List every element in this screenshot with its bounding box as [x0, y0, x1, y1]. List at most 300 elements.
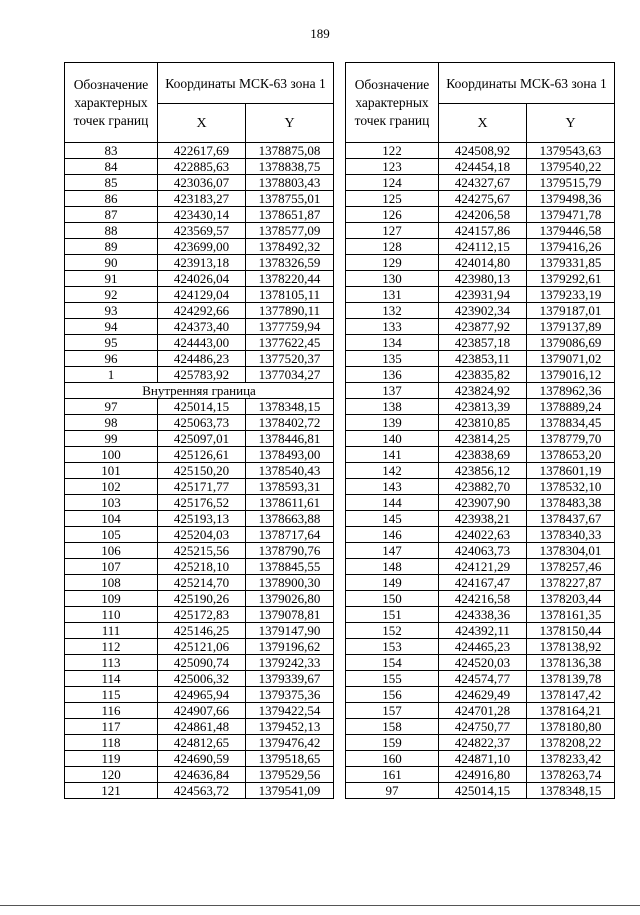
table-row [346, 655, 615, 671]
y-coordinate-cell: 1377034,27 [246, 367, 334, 383]
x-coordinate-cell: 424574,77 [439, 671, 527, 687]
table-row [346, 591, 615, 607]
y-coordinate-cell: 1378340,33 [527, 527, 615, 543]
point-id-cell: 117 [65, 719, 158, 735]
y-coordinate-cell: 1379137,89 [527, 319, 615, 335]
table-row [346, 223, 615, 239]
table-row [65, 335, 334, 351]
point-id-cell: 118 [65, 735, 158, 751]
point-id-cell: 132 [346, 303, 439, 319]
table-row [346, 415, 615, 431]
x-coordinate-cell: 424750,77 [439, 719, 527, 735]
point-id-cell: 141 [346, 447, 439, 463]
point-id-cell: 113 [65, 655, 158, 671]
table-row [346, 463, 615, 479]
table-row [65, 399, 334, 415]
x-coordinate-cell: 425193,13 [158, 511, 246, 527]
x-coordinate-cell: 423824,92 [439, 383, 527, 399]
x-coordinate-cell: 423856,12 [439, 463, 527, 479]
y-coordinate-cell: 1378402,72 [246, 415, 334, 431]
table-row [65, 527, 334, 543]
point-id-cell: 116 [65, 703, 158, 719]
coordinates-body-right [346, 143, 615, 799]
x-coordinate-cell: 424520,03 [439, 655, 527, 671]
table-row [346, 735, 615, 751]
table-row [346, 479, 615, 495]
y-coordinate-cell: 1378208,22 [527, 735, 615, 751]
y-coordinate-cell: 1378834,45 [527, 415, 615, 431]
table-row [65, 463, 334, 479]
x-coordinate-cell: 425190,26 [158, 591, 246, 607]
point-id-cell: 146 [346, 527, 439, 543]
x-coordinate-cell: 424965,94 [158, 687, 246, 703]
table-row [346, 271, 615, 287]
point-id-cell: 115 [65, 687, 158, 703]
x-coordinate-cell: 425006,32 [158, 671, 246, 687]
x-coordinate-cell: 425014,15 [439, 783, 527, 799]
table-row [346, 255, 615, 271]
coordinates-table-left [64, 62, 334, 799]
table-row [65, 575, 334, 591]
y-coordinate-cell: 1378227,87 [527, 575, 615, 591]
x-coordinate-cell: 425215,56 [158, 543, 246, 559]
table-row [65, 255, 334, 271]
table-row [346, 703, 615, 719]
y-coordinate-cell: 1378779,70 [527, 431, 615, 447]
x-coordinate-cell: 424636,84 [158, 767, 246, 783]
table-row [65, 591, 334, 607]
point-id-cell: 122 [346, 143, 439, 159]
point-id-cell: 156 [346, 687, 439, 703]
x-coordinate-cell: 425063,73 [158, 415, 246, 431]
table-row [65, 159, 334, 175]
x-coordinate-cell: 424392,11 [439, 623, 527, 639]
point-id-cell: 135 [346, 351, 439, 367]
table-row [346, 175, 615, 191]
point-id-cell: 159 [346, 735, 439, 751]
x-coordinate-cell: 424292,66 [158, 303, 246, 319]
table-row [346, 543, 615, 559]
point-id-cell: 102 [65, 479, 158, 495]
coordinates-table-right [345, 62, 615, 799]
x-coordinate-cell: 424112,15 [439, 239, 527, 255]
y-coordinate-cell: 1377759,94 [246, 319, 334, 335]
y-coordinate-cell: 1379422,54 [246, 703, 334, 719]
x-coordinate-cell: 425090,74 [158, 655, 246, 671]
y-coordinate-cell: 1379529,56 [246, 767, 334, 783]
point-id-cell: 137 [346, 383, 439, 399]
table-row [346, 751, 615, 767]
y-coordinate-cell: 1378348,15 [527, 783, 615, 799]
table-row [65, 479, 334, 495]
y-coordinate-cell: 1378161,35 [527, 607, 615, 623]
x-coordinate-cell: 424508,92 [439, 143, 527, 159]
x-coordinate-cell: 423835,82 [439, 367, 527, 383]
y-coordinate-cell: 1379540,22 [527, 159, 615, 175]
table-row [65, 239, 334, 255]
x-coordinate-cell: 424373,40 [158, 319, 246, 335]
y-coordinate-cell: 1378492,32 [246, 239, 334, 255]
y-coordinate-cell: 1379016,12 [527, 367, 615, 383]
bottom-rule [0, 905, 640, 906]
y-coordinate-cell: 1378875,08 [246, 143, 334, 159]
page-number: 189 [310, 26, 330, 41]
x-coordinate-cell: 424822,37 [439, 735, 527, 751]
x-coordinate-cell: 424812,65 [158, 735, 246, 751]
x-coordinate-cell: 423569,57 [158, 223, 246, 239]
table-row [65, 751, 334, 767]
table-row [346, 447, 615, 463]
y-coordinate-cell: 1377520,37 [246, 351, 334, 367]
table-row [65, 735, 334, 751]
point-id-cell: 128 [346, 239, 439, 255]
x-coordinate-cell: 423882,70 [439, 479, 527, 495]
y-coordinate-cell: 1378180,80 [527, 719, 615, 735]
table-row [65, 303, 334, 319]
table-row [346, 623, 615, 639]
point-id-cell: 108 [65, 575, 158, 591]
x-coordinate-cell: 423857,18 [439, 335, 527, 351]
x-coordinate-cell: 424026,04 [158, 271, 246, 287]
point-id-cell: 97 [65, 399, 158, 415]
y-coordinate-cell: 1378663,88 [246, 511, 334, 527]
x-coordinate-cell: 423907,90 [439, 495, 527, 511]
point-id-cell: 93 [65, 303, 158, 319]
point-id-cell: 143 [346, 479, 439, 495]
table-row [65, 191, 334, 207]
y-coordinate-cell: 1378147,42 [527, 687, 615, 703]
y-coordinate-cell: 1379452,13 [246, 719, 334, 735]
y-coordinate-cell: 1379541,09 [246, 783, 334, 799]
point-id-cell: 153 [346, 639, 439, 655]
y-coordinate-cell: 1379071,02 [527, 351, 615, 367]
point-id-cell: 150 [346, 591, 439, 607]
y-coordinate-cell: 1378845,55 [246, 559, 334, 575]
y-coordinate-cell: 1379233,19 [527, 287, 615, 303]
point-id-cell: 95 [65, 335, 158, 351]
y-coordinate-cell: 1378651,87 [246, 207, 334, 223]
point-id-cell: 152 [346, 623, 439, 639]
point-id-cell: 138 [346, 399, 439, 415]
table-row [346, 239, 615, 255]
y-coordinate-cell: 1379375,36 [246, 687, 334, 703]
x-coordinate-cell: 424167,47 [439, 575, 527, 591]
x-coordinate-cell: 425783,92 [158, 367, 246, 383]
point-id-cell: 147 [346, 543, 439, 559]
y-coordinate-cell: 1378889,24 [527, 399, 615, 415]
table-row [346, 335, 615, 351]
point-id-cell: 96 [65, 351, 158, 367]
point-id-cell: 114 [65, 671, 158, 687]
table-row [65, 543, 334, 559]
y-coordinate-cell: 1378203,44 [527, 591, 615, 607]
x-coordinate-cell: 424690,59 [158, 751, 246, 767]
point-id-cell: 158 [346, 719, 439, 735]
table-row [65, 655, 334, 671]
point-id-cell: 119 [65, 751, 158, 767]
x-coordinate-cell: 424157,86 [439, 223, 527, 239]
table-row [346, 159, 615, 175]
table-row [65, 559, 334, 575]
table-row [346, 351, 615, 367]
point-id-cell: 154 [346, 655, 439, 671]
point-id-cell: 89 [65, 239, 158, 255]
y-coordinate-cell: 1378233,42 [527, 751, 615, 767]
x-coordinate-cell: 424486,23 [158, 351, 246, 367]
x-coordinate-cell: 423877,92 [439, 319, 527, 335]
table-row [65, 703, 334, 719]
table-row [346, 607, 615, 623]
x-coordinate-cell: 423036,07 [158, 175, 246, 191]
y-coordinate-cell: 1378304,01 [527, 543, 615, 559]
x-coordinate-cell: 424563,72 [158, 783, 246, 799]
point-id-cell: 121 [65, 783, 158, 799]
x-coordinate-cell: 423902,34 [439, 303, 527, 319]
point-id-cell: 157 [346, 703, 439, 719]
table-row [65, 431, 334, 447]
point-id-cell: 101 [65, 463, 158, 479]
y-coordinate-cell: 1379498,36 [527, 191, 615, 207]
table-row [65, 351, 334, 367]
x-coordinate-cell: 425097,01 [158, 431, 246, 447]
table-row [346, 527, 615, 543]
y-coordinate-cell: 1378150,44 [527, 623, 615, 639]
x-coordinate-cell: 425150,20 [158, 463, 246, 479]
designation-header: Обозначение характерных точек границ [346, 63, 439, 143]
x-coordinate-cell: 425126,61 [158, 447, 246, 463]
y-coordinate-cell: 1379242,33 [246, 655, 334, 671]
table-row [65, 367, 334, 383]
y-coordinate-cell: 1379339,67 [246, 671, 334, 687]
point-id-cell: 91 [65, 271, 158, 287]
point-id-cell: 125 [346, 191, 439, 207]
x-coordinate-cell: 423938,21 [439, 511, 527, 527]
point-id-cell: 131 [346, 287, 439, 303]
y-coordinate-cell: 1378136,38 [527, 655, 615, 671]
y-coordinate-cell: 1378611,61 [246, 495, 334, 511]
x-coordinate-cell: 423853,11 [439, 351, 527, 367]
point-id-cell: 120 [65, 767, 158, 783]
point-id-cell: 112 [65, 639, 158, 655]
x-coordinate-cell: 424443,00 [158, 335, 246, 351]
point-id-cell: 90 [65, 255, 158, 271]
point-id-cell: 103 [65, 495, 158, 511]
y-coordinate-cell: 1377890,11 [246, 303, 334, 319]
point-id-cell: 104 [65, 511, 158, 527]
point-id-cell: 92 [65, 287, 158, 303]
y-coordinate-cell: 1378593,31 [246, 479, 334, 495]
y-coordinate-cell: 1379471,78 [527, 207, 615, 223]
x-coordinate-cell: 425214,70 [158, 575, 246, 591]
y-column-header: Y [246, 104, 334, 143]
y-coordinate-cell: 1378653,20 [527, 447, 615, 463]
table-row [346, 719, 615, 735]
y-coordinate-cell: 1378263,74 [527, 767, 615, 783]
table-row [346, 495, 615, 511]
x-coordinate-cell: 424022,63 [439, 527, 527, 543]
coordinates-body-left [65, 143, 334, 799]
x-coordinate-cell: 423913,18 [158, 255, 246, 271]
y-coordinate-cell: 1379026,80 [246, 591, 334, 607]
x-coordinate-cell: 423810,85 [439, 415, 527, 431]
point-id-cell: 139 [346, 415, 439, 431]
y-coordinate-cell: 1378900,30 [246, 575, 334, 591]
y-coordinate-cell: 1378437,67 [527, 511, 615, 527]
point-id-cell: 1 [65, 367, 158, 383]
y-coordinate-cell: 1378326,59 [246, 255, 334, 271]
y-coordinate-cell: 1379078,81 [246, 607, 334, 623]
x-coordinate-cell: 424129,04 [158, 287, 246, 303]
table-row [65, 511, 334, 527]
y-coordinate-cell: 1378790,76 [246, 543, 334, 559]
coords-title-header: Координаты МСК-63 зона 1 [439, 63, 615, 104]
point-id-cell: 94 [65, 319, 158, 335]
table-row [65, 719, 334, 735]
y-coordinate-cell: 1379086,69 [527, 335, 615, 351]
y-coordinate-cell: 1378717,64 [246, 527, 334, 543]
table-row [346, 687, 615, 703]
point-id-cell: 86 [65, 191, 158, 207]
table-row [346, 383, 615, 399]
point-id-cell: 142 [346, 463, 439, 479]
point-id-cell: 148 [346, 559, 439, 575]
y-coordinate-cell: 1379187,01 [527, 303, 615, 319]
point-id-cell: 110 [65, 607, 158, 623]
x-coordinate-cell: 424121,29 [439, 559, 527, 575]
x-column-header: X [158, 104, 246, 143]
section-label: Внутренняя граница [65, 383, 334, 399]
y-coordinate-cell: 1379518,65 [246, 751, 334, 767]
point-id-cell: 100 [65, 447, 158, 463]
x-coordinate-cell: 423980,13 [439, 271, 527, 287]
y-coordinate-cell: 1378532,10 [527, 479, 615, 495]
table-row [65, 175, 334, 191]
table-row [65, 623, 334, 639]
table-row [346, 207, 615, 223]
x-coordinate-cell: 424275,67 [439, 191, 527, 207]
table-row [346, 559, 615, 575]
x-coordinate-cell: 425171,77 [158, 479, 246, 495]
y-coordinate-cell: 1378601,19 [527, 463, 615, 479]
table-row [65, 767, 334, 783]
point-id-cell: 144 [346, 495, 439, 511]
y-coordinate-cell: 1378755,01 [246, 191, 334, 207]
x-coordinate-cell: 424629,49 [439, 687, 527, 703]
table-row [346, 143, 615, 159]
coords-title-header: Координаты МСК-63 зона 1 [158, 63, 334, 104]
table-row [65, 639, 334, 655]
point-id-cell: 161 [346, 767, 439, 783]
x-coordinate-cell: 424871,10 [439, 751, 527, 767]
table-row [65, 319, 334, 335]
table-row [346, 303, 615, 319]
point-id-cell: 160 [346, 751, 439, 767]
y-coordinate-cell: 1378540,43 [246, 463, 334, 479]
point-id-cell: 98 [65, 415, 158, 431]
x-coordinate-cell: 422885,63 [158, 159, 246, 175]
x-coordinate-cell: 424063,73 [439, 543, 527, 559]
point-id-cell: 109 [65, 591, 158, 607]
point-id-cell: 84 [65, 159, 158, 175]
point-id-cell: 88 [65, 223, 158, 239]
x-coordinate-cell: 423699,00 [158, 239, 246, 255]
point-id-cell: 83 [65, 143, 158, 159]
point-id-cell: 151 [346, 607, 439, 623]
table-row [65, 607, 334, 623]
point-id-cell: 127 [346, 223, 439, 239]
y-coordinate-cell: 1378803,43 [246, 175, 334, 191]
point-id-cell: 130 [346, 271, 439, 287]
point-id-cell: 85 [65, 175, 158, 191]
designation-header: Обозначение характерных точек границ [65, 63, 158, 143]
x-coordinate-cell: 422617,69 [158, 143, 246, 159]
x-coordinate-cell: 423183,27 [158, 191, 246, 207]
x-coordinate-cell: 425172,83 [158, 607, 246, 623]
x-coordinate-cell: 424701,28 [439, 703, 527, 719]
x-coordinate-cell: 424338,36 [439, 607, 527, 623]
point-id-cell: 149 [346, 575, 439, 591]
point-id-cell: 107 [65, 559, 158, 575]
y-coordinate-cell: 1379515,79 [527, 175, 615, 191]
point-id-cell: 129 [346, 255, 439, 271]
x-coordinate-cell: 424216,58 [439, 591, 527, 607]
table-row [346, 671, 615, 687]
x-coordinate-cell: 424465,23 [439, 639, 527, 655]
table-row [346, 431, 615, 447]
point-id-cell: 106 [65, 543, 158, 559]
table-row [65, 287, 334, 303]
table-row [346, 767, 615, 783]
x-coordinate-cell: 424206,58 [439, 207, 527, 223]
table-row [65, 143, 334, 159]
point-id-cell: 87 [65, 207, 158, 223]
x-coordinate-cell: 423430,14 [158, 207, 246, 223]
y-coordinate-cell: 1378220,44 [246, 271, 334, 287]
y-coordinate-cell: 1379446,58 [527, 223, 615, 239]
y-coordinate-cell: 1379543,63 [527, 143, 615, 159]
point-id-cell: 134 [346, 335, 439, 351]
table-row [65, 495, 334, 511]
y-coordinate-cell: 1378139,78 [527, 671, 615, 687]
table-row [346, 319, 615, 335]
y-coordinate-cell: 1378105,11 [246, 287, 334, 303]
x-coordinate-cell: 425218,10 [158, 559, 246, 575]
point-id-cell: 97 [346, 783, 439, 799]
y-coordinate-cell: 1379147,90 [246, 623, 334, 639]
y-coordinate-cell: 1378138,92 [527, 639, 615, 655]
y-column-header: Y [527, 104, 615, 143]
y-coordinate-cell: 1378483,38 [527, 495, 615, 511]
point-id-cell: 124 [346, 175, 439, 191]
x-coordinate-cell: 423931,94 [439, 287, 527, 303]
y-coordinate-cell: 1378164,21 [527, 703, 615, 719]
x-coordinate-cell: 424916,80 [439, 767, 527, 783]
y-coordinate-cell: 1378446,81 [246, 431, 334, 447]
table-row [65, 447, 334, 463]
table-row [346, 511, 615, 527]
point-id-cell: 145 [346, 511, 439, 527]
table-row [65, 207, 334, 223]
table-row [346, 575, 615, 591]
x-coordinate-cell: 425146,25 [158, 623, 246, 639]
point-id-cell: 126 [346, 207, 439, 223]
point-id-cell: 105 [65, 527, 158, 543]
point-id-cell: 140 [346, 431, 439, 447]
x-coordinate-cell: 423814,25 [439, 431, 527, 447]
table-row [65, 271, 334, 287]
x-coordinate-cell: 424454,18 [439, 159, 527, 175]
table-row [346, 399, 615, 415]
